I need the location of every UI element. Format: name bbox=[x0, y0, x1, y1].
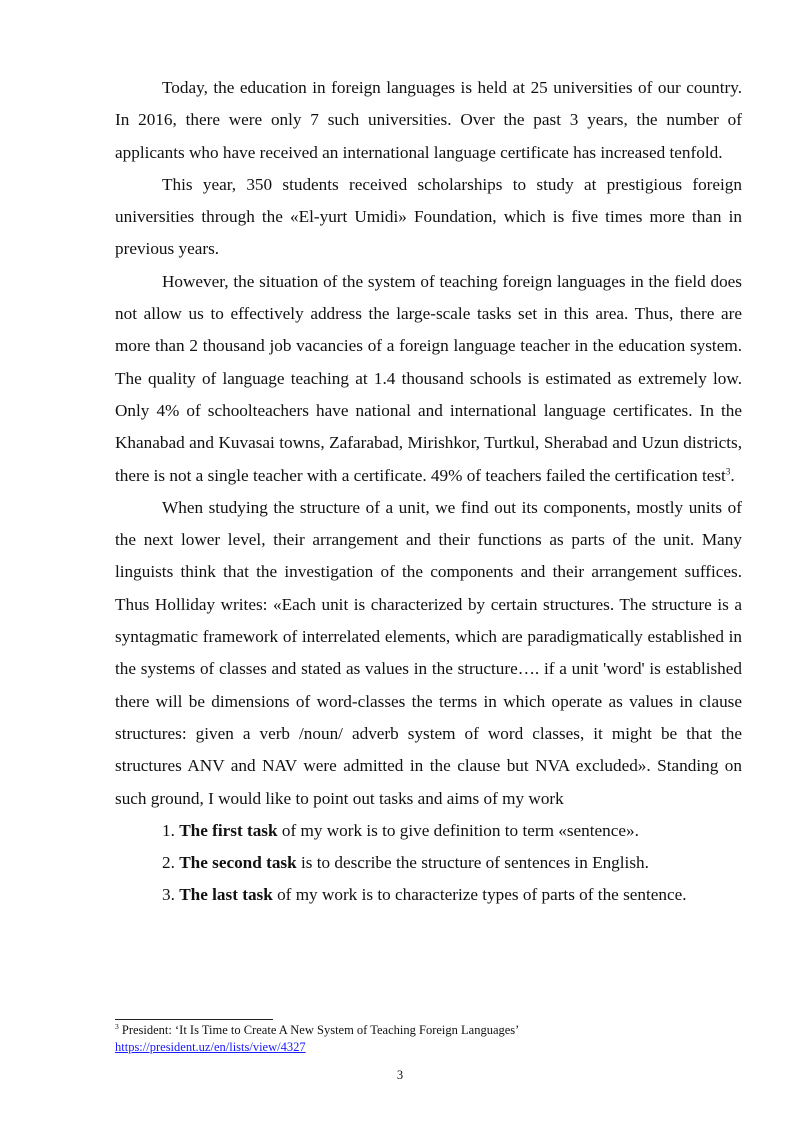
document-body bbox=[115, 72, 742, 912]
footnote-3 bbox=[115, 1022, 742, 1039]
task-item-1 bbox=[115, 815, 742, 847]
paragraph-structure: When studying the structure of a unit, we find out its components, mostly units of the next lower level, their arrangement and their functions as parts of the unit. Many linguists think that the investigation of the components and their arrangement suffices. Thus Holliday writes: «Each unit is characterized by certain structures. The structure is a syntagmatic framework of interrelated elements, which are paradigmatically established in the systems of classes and stated as values in the structure…. if a unit 'word' is established there will be dimensions of word-classes the terms in which operate as values in clause structures: given a verb /noun/ adverb system of word classes, it might be that the structures ANV and NAV were admitted in the clause but NVA excluded». Standing on such ground, I would like to point out tasks and aims of my work bbox=[115, 497, 742, 808]
task-item-3 bbox=[115, 879, 742, 911]
page-number: 3 bbox=[396, 1068, 404, 1082]
task-title: The second task bbox=[179, 853, 297, 873]
paragraph-situation bbox=[115, 266, 742, 492]
footnote-link[interactable]: https://president.uz/en/lists/view/4327 bbox=[115, 1040, 306, 1054]
task-title: The first task bbox=[179, 820, 278, 840]
task-number: 2. bbox=[162, 853, 175, 873]
paragraph-universities: Today, the education in foreign languages is held at 25 universities of our country. In 2016, there were only 7 such universities. Over the past 3 years, the number of applicants who have received an international language certificate has increased tenfold. bbox=[115, 78, 742, 162]
paragraph-situation-end: . bbox=[730, 465, 735, 485]
task-number: 1. bbox=[162, 820, 175, 840]
footnote-area bbox=[115, 1022, 742, 1056]
task-text: is to describe the structure of sentences in English. bbox=[296, 853, 649, 873]
task-number: 3. bbox=[162, 885, 175, 905]
task-text: of my work is to characterize types of parts of the sentence. bbox=[272, 885, 687, 905]
paragraph-scholarships: This year, 350 students received scholarships to study at prestigious foreign universities through the «El-yurt Umidi» Foundation, which is five times more than in previous years. bbox=[115, 174, 742, 259]
task-text: of my work is to give definition to term «sentence». bbox=[277, 820, 639, 840]
footnote-mark: 3 bbox=[115, 1021, 119, 1031]
paragraph-situation-text: However, the situation of the system of teaching foreign languages in the field does not allow us to effectively address the large-scale tasks set in this area. Thus, there are more than 2 thousand job vacancies of a foreign language teacher in the education system. The quality of language teaching at 1.4 thousand schools is estimated as extremely low. Only 4% of schoolteachers have national and international language certificates. In the Khanabad and Kuvasai towns, Zafarabad, Mirishkor, Turtkul, Sherabad and Uzun districts, there is not a single teacher with a certificate. 49% of teachers failed the certification test bbox=[115, 271, 742, 485]
footnote-separator bbox=[115, 1019, 273, 1020]
task-item-2 bbox=[115, 847, 742, 879]
footnote-reference[interactable]: 3 bbox=[725, 465, 731, 476]
task-title: The last task bbox=[179, 885, 273, 905]
footnote-text: President: ‘It Is Time to Create A New System of Teaching Foreign Languages’ bbox=[118, 1023, 520, 1037]
